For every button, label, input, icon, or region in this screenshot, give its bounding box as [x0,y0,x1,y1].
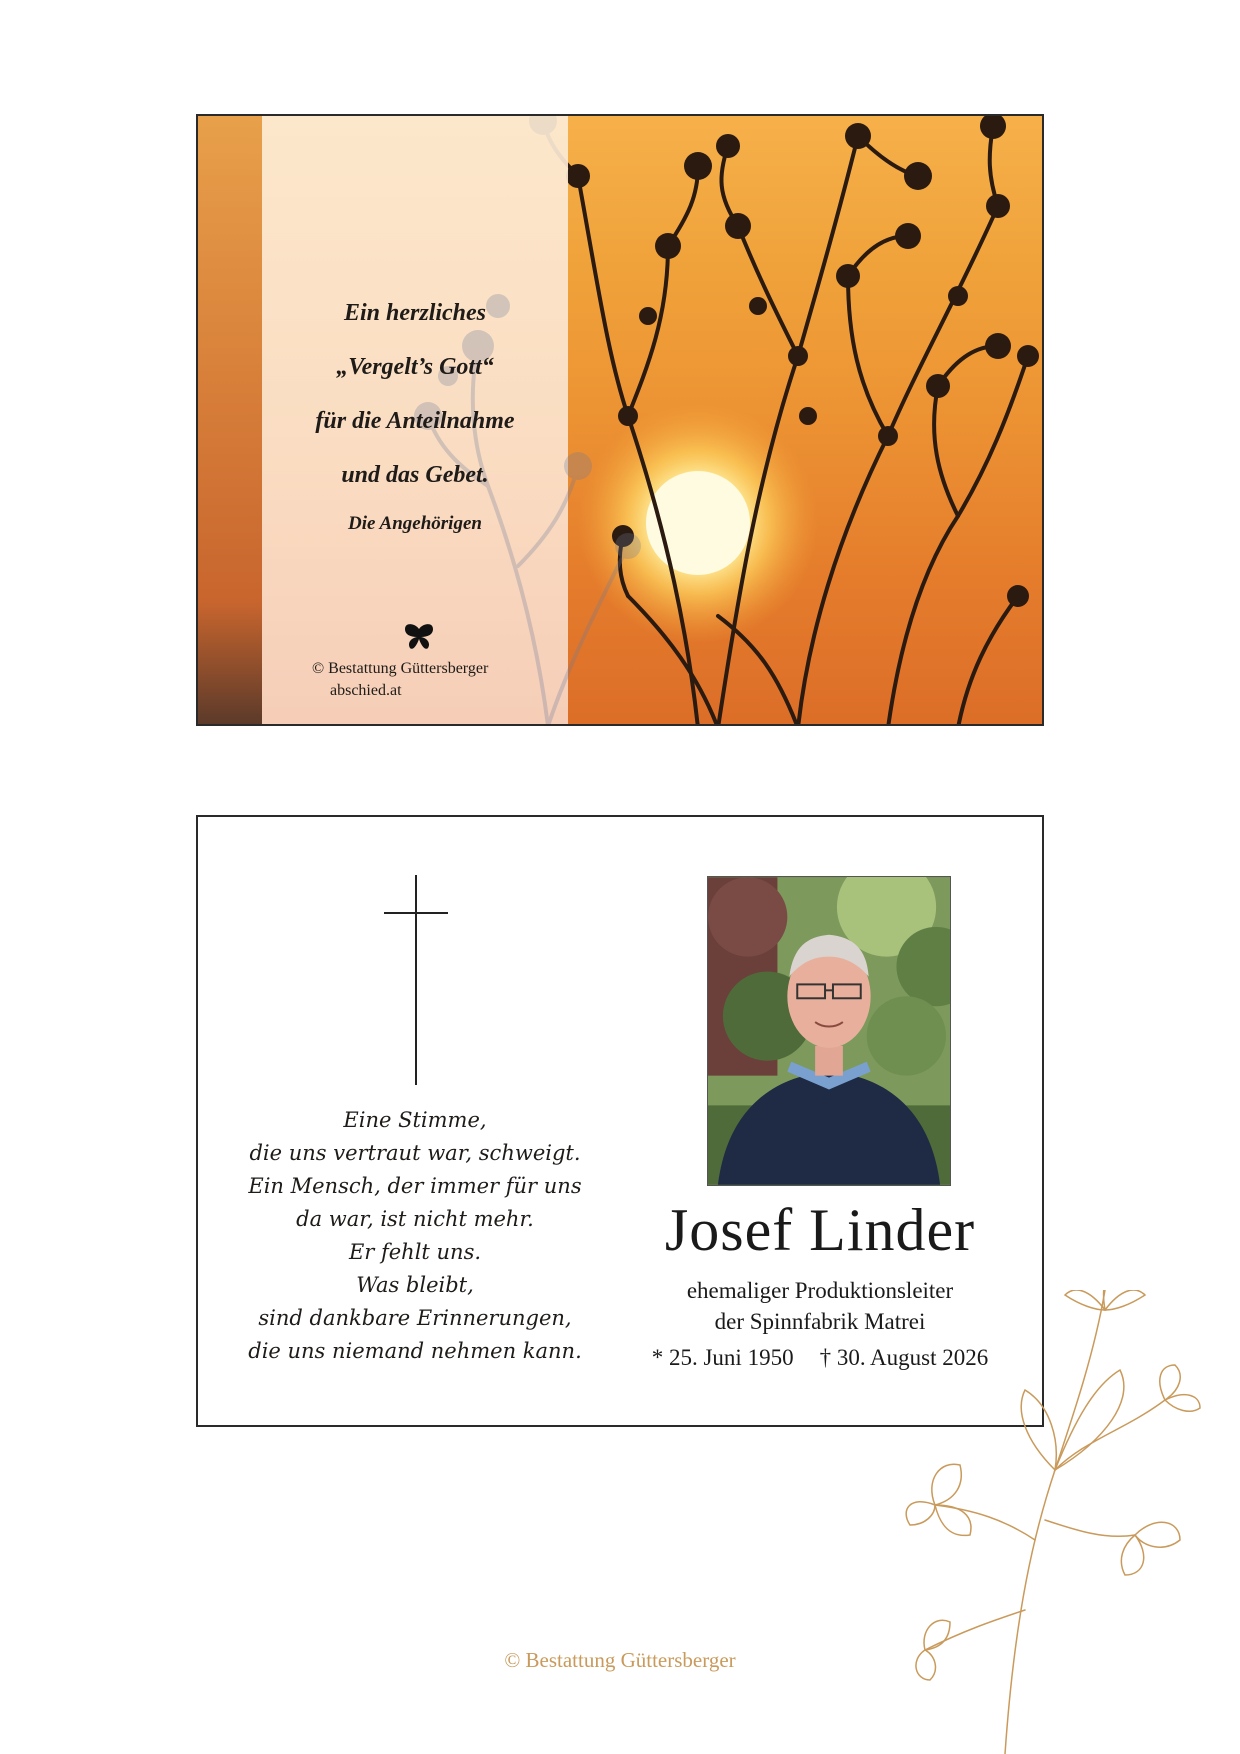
occupation-line: ehemaliger Produktionsleiter [686,1278,954,1303]
thank-you-line: und das Gebet. [341,462,489,488]
poem-line: da war, ist nicht mehr. [296,1207,534,1231]
portrait-photo [707,876,951,1186]
signature: Die Angehörigen [348,513,482,534]
poem-line: Eine Stimme, [343,1108,487,1132]
birth-date: * 25. Juni 1950 [651,1345,794,1370]
thank-you-line: „Vergelt’s Gott“ [336,354,494,380]
website-text: abschied.at [330,682,402,699]
poem-line: Er fehlt uns. [348,1240,482,1264]
footer-copyright: © Bestattung Güttersberger [504,1648,736,1672]
poem-line: Ein Mensch, der immer für uns [248,1174,582,1198]
occupation-line: der Spinnfabrik Matrei [714,1309,926,1334]
copyright-text: © Bestattung Güttersberger [312,660,489,677]
thank-you-message [262,286,568,544]
left-color-strip [198,116,262,724]
poem-line: sind dankbare Erinnerungen, [258,1306,572,1330]
death-date: † 30. August 2026 [819,1345,989,1370]
thank-you-line: Ein herzliches [343,300,487,326]
card-copyright [312,658,488,702]
poem-line: die uns niemand nehmen kann. [248,1339,582,1363]
poem-line: Was bleibt, [356,1273,474,1297]
poem-line: die uns vertraut war, schweigt. [249,1141,581,1165]
cross-icon [384,875,448,1085]
thank-you-card [196,114,1044,726]
thank-you-line: für die Anteilnahme [315,408,515,434]
flower-decoration [905,1290,1215,1754]
deceased-name: Josef Linder [664,1197,976,1263]
memorial-poem [218,1104,612,1368]
butterfly-icon [403,623,435,651]
